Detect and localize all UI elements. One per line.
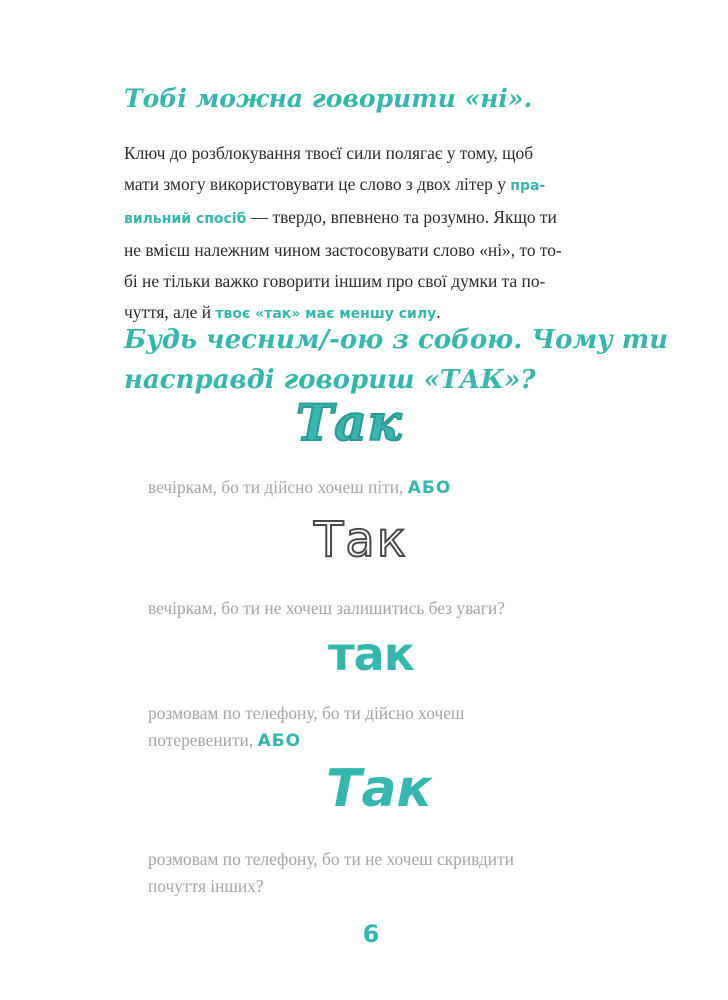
paragraph-text: мати змогу використовувати це слово з двох літер у <box>124 174 511 194</box>
option-text-line: розмовам по телефону, бо ти не хочеш скривдити <box>148 849 514 869</box>
paragraph-line: бі не тільки важко говорити іншим про свої думки та по- <box>124 271 546 291</box>
question-heading <box>124 320 669 400</box>
option-text-line <box>148 727 464 755</box>
tak-lettering-bold: так <box>328 627 414 681</box>
paragraph-line: не вмієш належним чином застосовувати слово «ні», то то- <box>124 240 562 260</box>
page-number: 6 <box>362 920 380 948</box>
option-text-line: розмовам по телефону, бо ти дійсно хочеш <box>148 703 465 723</box>
question-heading-line: Будь чесним/-ою з собою. Чому ти <box>124 325 669 355</box>
tak-lettering-script: Так <box>296 393 403 452</box>
option-text: вечіркам, бо ти не хочеш залишитись без уваги? <box>148 598 505 618</box>
paragraph-text: чуття, але й <box>124 302 216 322</box>
question-heading-line: насправді говориш «ТАК»? <box>124 365 536 395</box>
option-text <box>148 474 451 502</box>
tak-lettering-outline: Так <box>314 512 408 568</box>
option-text-line: почуття інших? <box>148 876 264 896</box>
option-text-body: потеревенити, <box>148 730 258 750</box>
highlight-text: пра- <box>510 178 546 194</box>
highlight-text: твоє «так» має меншу силу <box>215 306 437 322</box>
option-text <box>148 700 464 755</box>
section-heading: Тобі можна говорити «ні». <box>124 84 533 113</box>
paragraph-line <box>124 169 614 202</box>
option-text-body: вечіркам, бо ти дійсно хочеш піти, <box>148 477 408 497</box>
abo-label: АБО <box>257 731 302 751</box>
option-text <box>148 846 514 900</box>
tak-lettering-italic: Так <box>326 759 432 819</box>
paragraph-text: . <box>436 302 441 322</box>
paragraph-line: Ключ до розблокування твоєї сили полягає у тому, щоб <box>124 143 534 163</box>
highlight-text: вильний спосіб <box>124 211 247 227</box>
paragraph-line <box>124 202 614 235</box>
paragraph-text: — твердо, впевнено та розумно. Якщо ти <box>246 207 557 227</box>
intro-paragraph <box>124 138 614 330</box>
abo-label: АБО <box>407 478 452 498</box>
